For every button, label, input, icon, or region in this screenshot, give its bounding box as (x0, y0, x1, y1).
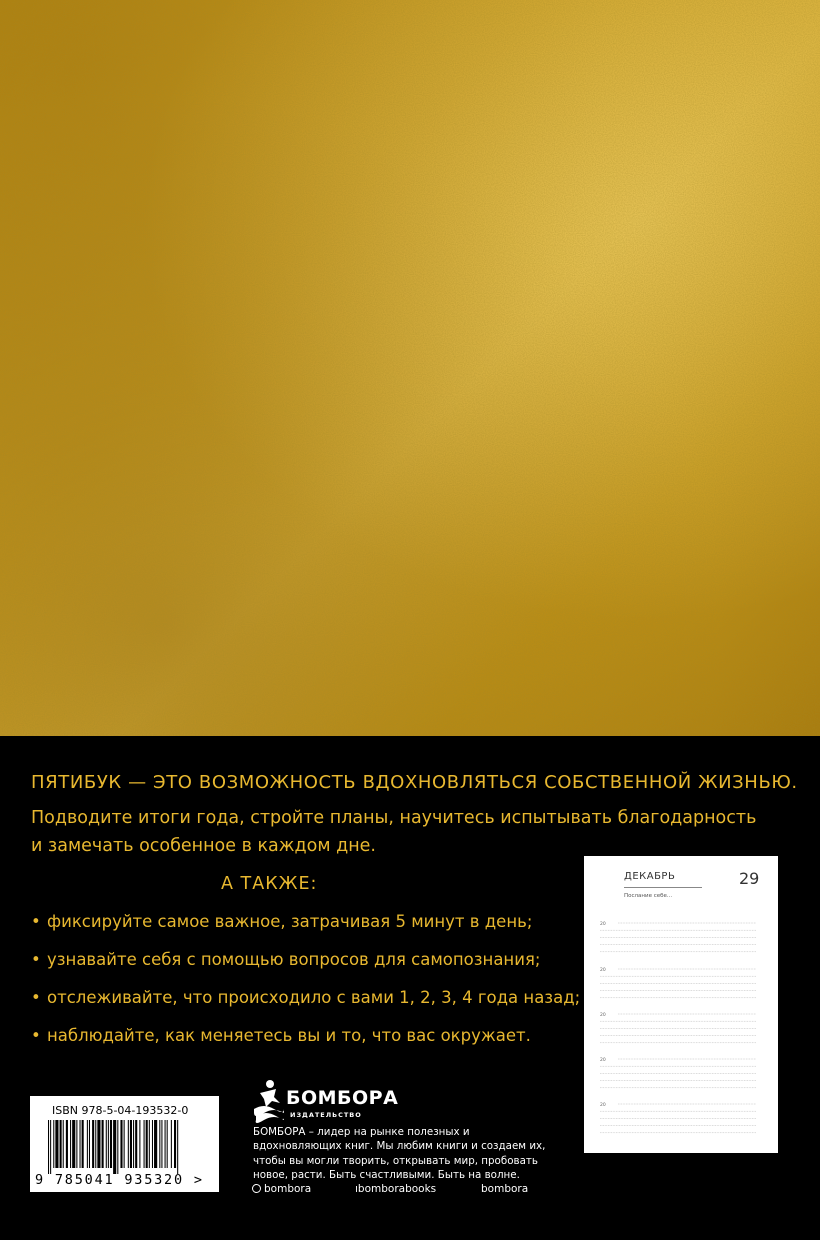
barcode-bar (72, 1120, 75, 1168)
barcode-bar (95, 1120, 96, 1168)
planner-year-label: 20 (600, 1013, 606, 1018)
barcode-bar (113, 1120, 116, 1174)
barcode-bar (128, 1120, 129, 1168)
barcode-bar (117, 1120, 118, 1174)
barcode-bar (50, 1120, 51, 1174)
barcode-digits: 9 785041 935320 > (35, 1172, 204, 1188)
headline: ПЯТИБУК — ЭТО ВОЗМОЖНОСТЬ ВДОХНОВЛЯТЬСЯ СОБСТВЕННОЙ ЖИЗНЬЮ. (31, 772, 798, 793)
list-item: • наблюдайте, как меняетесь вы и то, что вас окружает. (31, 1026, 531, 1045)
barcode-bar (146, 1120, 148, 1168)
barcode-bar (144, 1120, 145, 1168)
barcode-bar (76, 1120, 77, 1168)
barcode-block (30, 1096, 219, 1192)
planner-day: 29 (739, 869, 760, 888)
barcode-bar (120, 1120, 122, 1168)
planner-month: ДЕКАБРЬ (624, 871, 676, 882)
planner-page-sample (584, 856, 778, 1153)
list-item: • узнавайте себя с помощью вопросов для самопознания; (31, 950, 541, 969)
barcode-bar (165, 1120, 166, 1168)
barcode-bar (135, 1120, 137, 1168)
publisher-description: БОМБОРА – лидер на рынке полезных и вдохновляющих книг. Мы любим книги и создаем их, чтобы вы могли творить, открывать мир, пробовать новое, расти. Быть счастливыми. Быть на волне. (253, 1126, 546, 1181)
barcode-bar (149, 1120, 150, 1168)
list-item: • отслеживайте, что происходило с вами 1, 2, 3, 4 года назад; (31, 988, 581, 1007)
barcode-bar (97, 1120, 100, 1168)
planner-year-label: 20 (600, 1058, 606, 1063)
barcode-bar (174, 1120, 176, 1168)
barcode-bar (152, 1120, 153, 1168)
social-link-channel: bombora (481, 1183, 529, 1195)
barcode-bar (82, 1120, 84, 1168)
barcode-bar (70, 1120, 71, 1168)
also-heading: А ТАКЖЕ: (221, 874, 318, 894)
bullet-icon: • (31, 988, 41, 1007)
bullet-icon: • (31, 912, 41, 931)
barcode-bar (171, 1120, 172, 1168)
lead-paragraph: Подводите итоги года, стройте планы, научитесь испытывать благодарность и замечать особенное в каждом дне. (31, 808, 757, 856)
isbn-text: ISBN 978-5-04-193532-0 (52, 1104, 189, 1117)
list-item: • фиксируйте самое важное, затрачивая 5 минут в день; (31, 912, 533, 931)
barcode-bar (63, 1120, 64, 1168)
bullet-icon: • (31, 1026, 41, 1045)
publisher-logo-subtitle: ИЗДАТЕЛЬСТВО (290, 1111, 362, 1119)
barcode-bar (48, 1120, 49, 1174)
planner-year-label: 20 (600, 1103, 606, 1108)
social-link-site: bombora (252, 1183, 311, 1195)
planner-prompt: Послание себе... (624, 893, 673, 899)
planner-year-label: 20 (600, 922, 606, 927)
barcode-bar (133, 1120, 134, 1168)
barcode-bar (177, 1120, 178, 1174)
barcode-bar (130, 1120, 132, 1168)
barcode-bar (80, 1120, 81, 1168)
wave-rider-icon (252, 1079, 284, 1123)
barcode-bar (159, 1120, 160, 1168)
planner-year-label: 20 (600, 968, 606, 973)
planner-ruled-lines (584, 856, 778, 1153)
barcode-bar (55, 1120, 58, 1168)
social-link-books: ıbomborabooks (355, 1183, 437, 1195)
barcode-bar (60, 1120, 62, 1168)
barcode-bar (124, 1120, 125, 1168)
barcode-bar (87, 1120, 88, 1168)
barcode-bar (161, 1120, 162, 1168)
barcode-bar (106, 1120, 107, 1168)
barcode-bar (53, 1120, 54, 1168)
globe-icon (252, 1184, 261, 1193)
bullet-icon: • (31, 950, 41, 969)
barcode-bar (167, 1120, 168, 1168)
barcode-bar (89, 1120, 90, 1168)
publisher-logo-name: БОМБОРА (286, 1087, 399, 1109)
barcode-bar (139, 1120, 140, 1168)
barcode-bar (110, 1120, 112, 1168)
feature-list (31, 912, 580, 1064)
barcode-bar (154, 1120, 157, 1168)
barcode-bar (66, 1120, 68, 1168)
barcode-bar (108, 1120, 109, 1168)
barcode-bar (102, 1120, 104, 1168)
barcode-bar (92, 1120, 94, 1168)
